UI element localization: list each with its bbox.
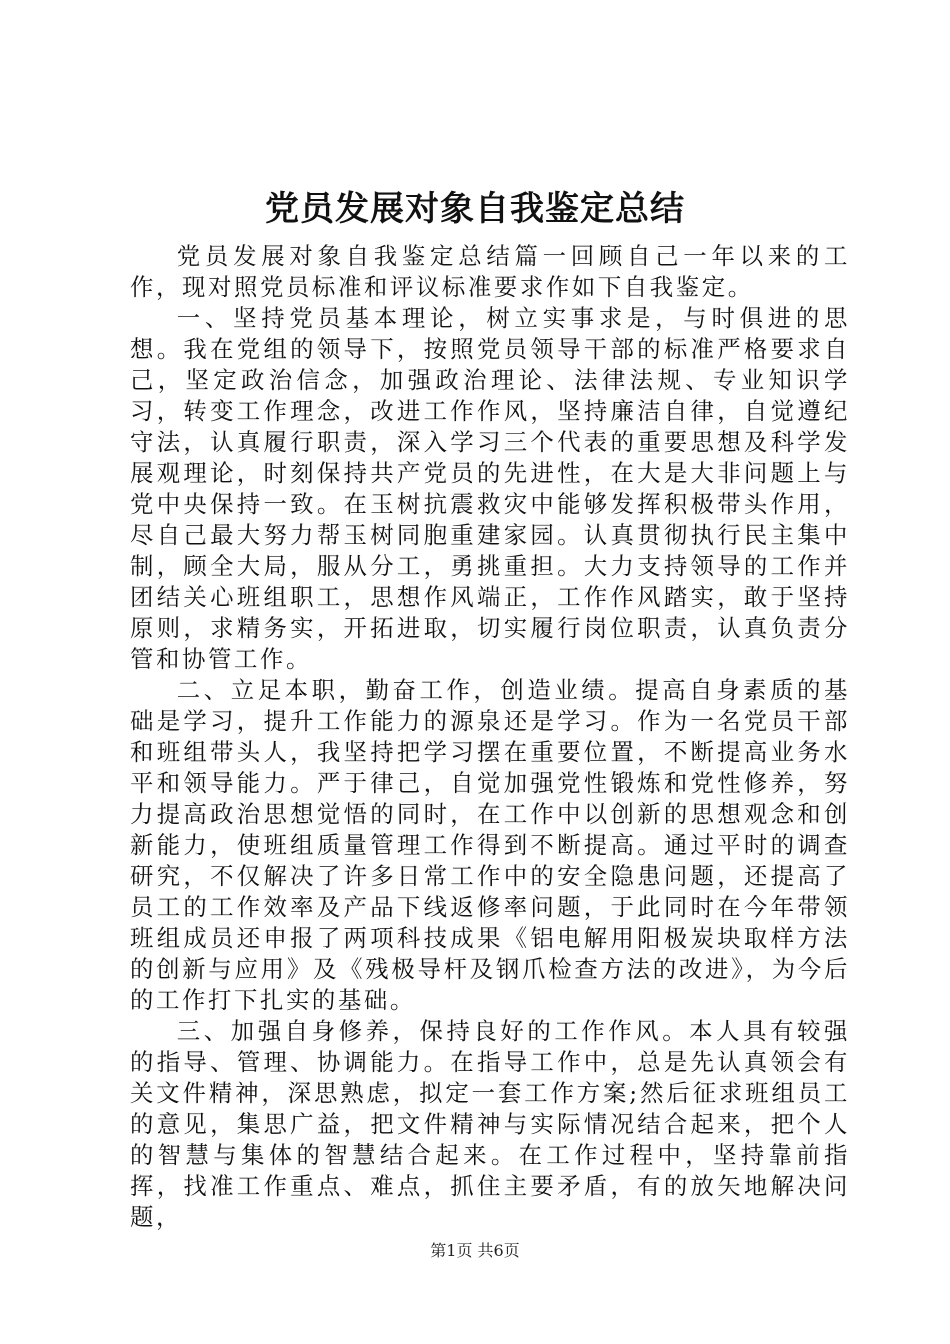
document-title: 党员发展对象自我鉴定总结 [265,189,685,229]
document-body [130,241,850,1233]
paragraph-section-1: 一、坚持党员基本理论，树立实事求是，与时俱进的思想。我在党组的领导下，按照党员领导干部的标准严格要求自己，坚定政治信念，加强政治理论、法律法规、专业知识学习，转变工作理念，改进工作作风，坚持廉洁自律，自觉遵纪守法，认真履行职责，深入学习三个代表的重要思想及科学发展观理论，时刻保持共产党员的先进性，在大是大非问题上与党中央保持一致。在玉树抗震救灾中能够发挥积极带头作用，尽自己最大努力帮玉树同胞重建家园。认真贯彻执行民主集中制，顾全大局，服从分工，勇挑重担。大力支持领导的工作并团结关心班组职工，思想作风端正，工作作风踏实，敢于坚持原则，求精务实，开拓进取，切实履行岗位职责，认真负责分管和协管工作。 [130,304,850,673]
paragraph-intro: 党员发展对象自我鉴定总结篇一回顾自己一年以来的工作，现对照党员标准和评议标准要求作如下自我鉴定。 [130,242,850,301]
paragraph-section-3: 三、加强自身修养，保持良好的工作作风。本人具有较强的指导、管理、协调能力。在指导工作中，总是先认真领会有关文件精神，深思熟虑，拟定一套工作方案;然后征求班组员工的意见，集思广益，把文件精神与实际情况结合起来，把个人的智慧与集体的智慧结合起来。在工作过程中，坚持靠前指挥，找准工作重点、难点，抓住主要矛盾，有的放矢地解决问题， [130,1017,850,1231]
page-number-footer: 第1页 共6页 [430,1241,520,1260]
paragraph-section-2: 二、立足本职，勤奋工作，创造业绩。提高自身素质的基础是学习，提升工作能力的源泉还是学习。作为一名党员干部和班组带头人，我坚持把学习摆在重要位置，不断提高业务水平和领导能力。严于律己，自觉加强党性锻炼和党性修养，努力提高政治思想觉悟的同时，在工作中以创新的思想观念和创新能力，使班组质量管理工作得到不断提高。通过平时的调查研究，不仅解决了许多日常工作中的安全隐患问题，还提高了员工的工作效率及产品下线返修率问题，于此同时在今年带领班组成员还申报了两项科技成果《铝电解用阳极炭块取样方法的创新与应用》及《残极导杆及钢爪检查方法的改进》，为今后的工作打下扎实的基础。 [130,676,850,1014]
